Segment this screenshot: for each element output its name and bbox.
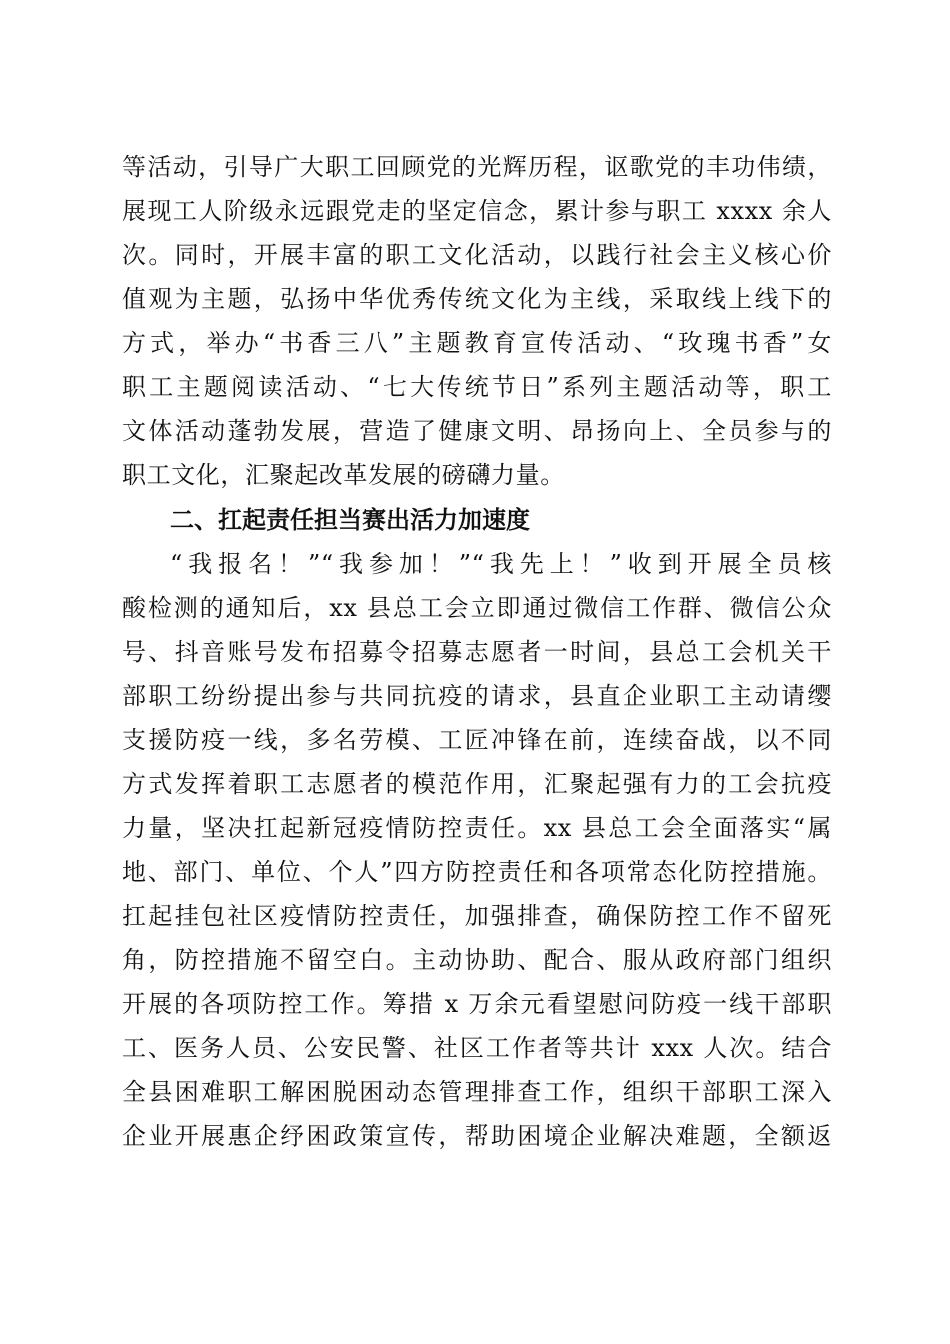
- paragraph-1-line-2: 展现工人阶级永远跟党走的坚定信念，累计参与职工 xxxx 余人: [122, 197, 832, 225]
- paragraph-2-line-3: 号、抖音账号发布招募令招募志愿者一时间，县总工会机关干: [122, 638, 832, 666]
- paragraph-1-line-8: 职工文化，汇聚起改革发展的磅礴力量。: [122, 461, 565, 489]
- paragraph-2-line-7: 力量，坚决扛起新冠疫情防控责任。xx 县总工会全面落实“属: [122, 814, 832, 842]
- paragraph-2-line-2: 酸检测的通知后，xx 县总工会立即通过微信工作群、微信公众: [122, 594, 832, 622]
- paragraph-2-line-8: 地、部门、单位、个人”四方防控责任和各项常态化防控措施。: [122, 858, 832, 886]
- paragraph-1-line-4: 值观为主题，弘扬中华优秀传统文化为主线，采取线上线下的: [122, 285, 832, 313]
- paragraph-2-line-5: 支援防疫一线，多名劳模、工匠冲锋在前，连续奋战，以不同: [122, 726, 832, 754]
- paragraph-2-line-6: 方式发挥着职工志愿者的模范作用，汇聚起强有力的工会抗疫: [122, 770, 832, 798]
- section-heading: 二、扛起责任担当赛出活力加速度: [170, 506, 530, 534]
- paragraph-1-line-1: 等活动，引导广大职工回顾党的光辉历程，讴歌党的丰功伟绩，: [122, 153, 832, 181]
- paragraph-2-line-11: 开展的各项防控工作。筹措 x 万余元看望慰问防疫一线干部职: [122, 990, 832, 1018]
- paragraph-2-line-14: 企业开展惠企纾困政策宣传，帮助困境企业解决难题，全额返: [122, 1122, 832, 1150]
- paragraph-1-line-7: 文体活动蓬勃发展，营造了健康文明、昂扬向上、全员参与的: [122, 417, 832, 445]
- paragraph-2-line-4: 部职工纷纷提出参与共同抗疫的请求，县直企业职工主动请缨: [122, 682, 832, 710]
- paragraph-2-line-10: 角，防控措施不留空白。主动协助、配合、服从政府部门组织: [122, 946, 832, 974]
- paragraph-2-line-9: 扛起挂包社区疫情防控责任，加强排查，确保防控工作不留死: [122, 902, 832, 930]
- paragraph-1-line-6: 职工主题阅读活动、“七大传统节日”系列主题活动等，职工: [122, 373, 832, 401]
- paragraph-1-line-3: 次。同时，开展丰富的职工文化活动，以践行社会主义核心价: [122, 241, 832, 269]
- paragraph-2-line-13: 全县困难职工解困脱困动态管理排查工作，组织干部职工深入: [122, 1078, 832, 1106]
- paragraph-1-line-5: 方式，举办“书香三八”主题教育宣传活动、“玫瑰书香”女: [122, 329, 832, 357]
- paragraph-2-line-1: “我报名！”“我参加！”“我先上！”收到开展全员核: [170, 550, 832, 578]
- paragraph-2-line-12: 工、医务人员、公安民警、社区工作者等共计 xxx 人次。结合: [122, 1034, 832, 1062]
